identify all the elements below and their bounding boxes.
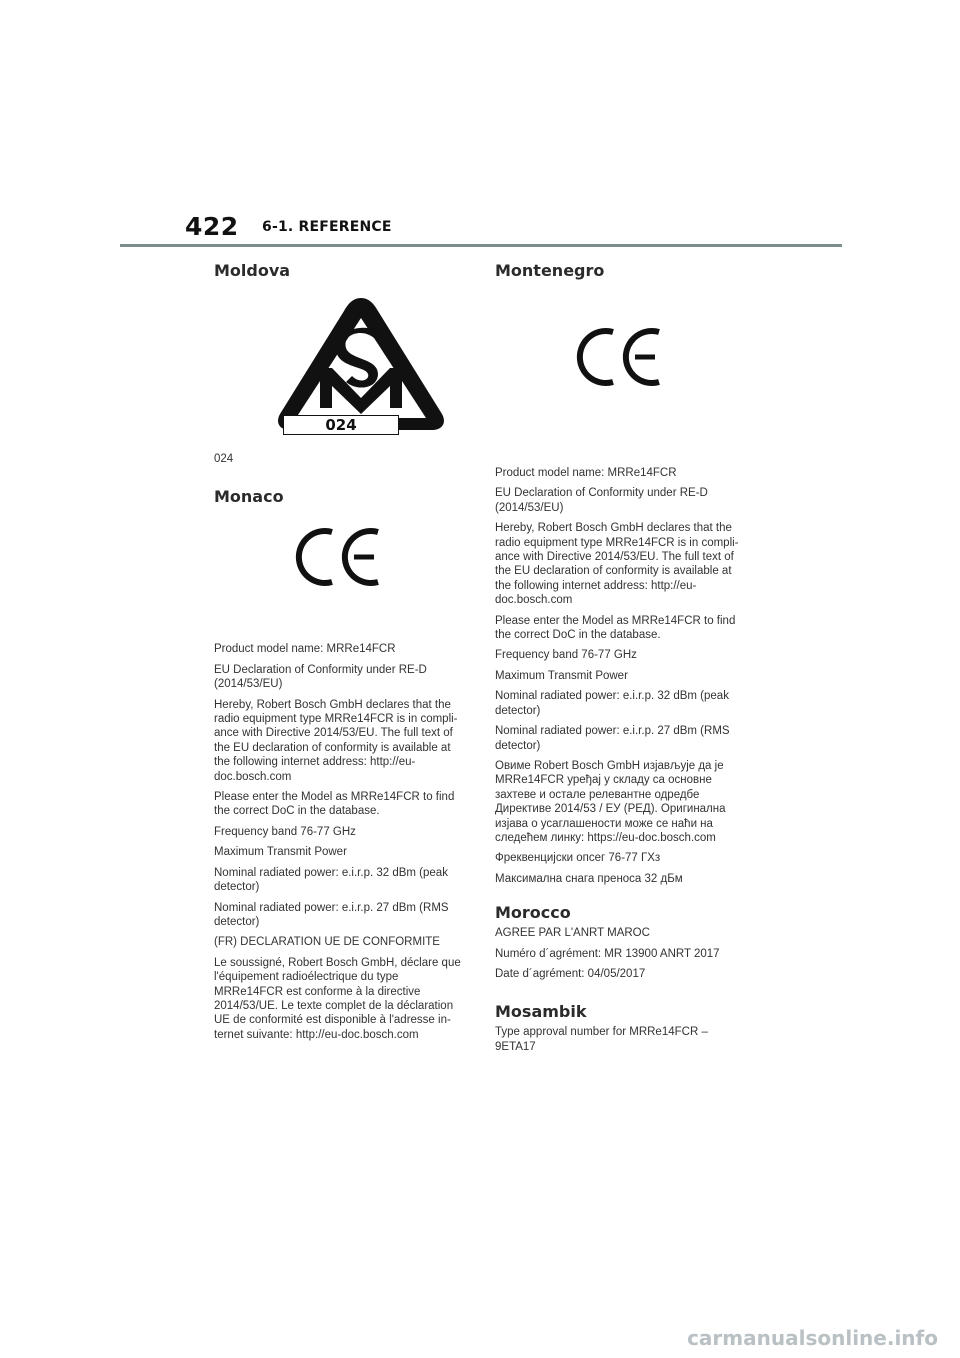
paragraph: EU Declaration of Conformity under RE-D (2014/53/EU) — [495, 487, 708, 514]
header-rule — [120, 244, 842, 247]
ce-mark-icon — [575, 324, 671, 390]
moldova-logo-code: 024 — [283, 415, 399, 435]
page-number: 422 — [185, 212, 239, 241]
paragraph: Nominal radiated power: e.i.r.p. 32 dBm (peak detector) — [214, 866, 448, 894]
paragraph: EU Declaration of Conformity under RE-D (2014/53/EU) — [214, 663, 427, 691]
paragraph: Nominal radiated power: e.i.r.p. 27 dBm (RMS detector) — [495, 725, 730, 752]
paragraph: Максимална снага преноса 32 дБм — [495, 872, 683, 885]
paragraph: Maximum Transmit Power — [214, 846, 347, 859]
country-heading-montenegro: Montenegro — [495, 261, 605, 280]
paragraph: Date d´agrément: 04/05/2017 — [495, 967, 646, 980]
country-heading-moldova: Moldova — [214, 261, 291, 280]
paragraph: (FR) DECLARATION UE DE CONFORMITE — [214, 936, 440, 949]
country-heading-mosambik: Mosambik — [495, 1002, 587, 1022]
paragraph: Nominal radiated power: e.i.r.p. 32 dBm (peak detector) — [495, 690, 729, 717]
montenegro-paragraphs — [495, 466, 747, 886]
paragraph: Frequency band 76-77 GHz — [495, 649, 637, 662]
paragraph: Please enter the Model as MRRe14FCR to find the correct DoC in the database. — [495, 614, 736, 642]
paragraph: Овиме Robert Bosch GmbH изјављује да је MRRe14FCR уређај у складу са основне захтеве и остале релевантне одредбе Директиве 2014/53 / ЕУ (РЕД). Оригинална изјава о усаглашености може се наћи на следећем линку: https://eu-doc.bosch.com — [495, 759, 726, 844]
paragraph: Please enter the Model as MRRe14FCR to find the correct DoC in the database. — [214, 791, 455, 818]
paragraph: Le soussigné, Robert Bosch GmbH, déclare que l'équipement radioélectrique du type MRRe14FCR est conforme à la directive 2014/53/UE. Le texte complet de la déclaration UE de conformité est disponible à l'adresse in-ternet suivante: http://eu-doc.bosch.com — [214, 956, 461, 1041]
paragraph: Maximum Transmit Power — [495, 669, 628, 682]
section-title: 6-1. REFERENCE — [262, 219, 392, 235]
paragraph: AGREE PAR L'ANRT MAROC — [495, 927, 650, 940]
paragraph: Hereby, Robert Bosch GmbH declares that the radio equipment type MRRe14FCR is in compli-ance with Directive 2014/53/EU. The full text of the EU declaration of conformity is available at the following internet address: http://eu-doc.bosch.com — [214, 698, 458, 783]
moldova-text: 024 — [214, 453, 234, 465]
country-heading-monaco: Monaco — [214, 487, 284, 507]
paragraph: Hereby, Robert Bosch GmbH declares that the radio equipment type MRRe14FCR is in compli-ance with Directive 2014/53/EU. The full text of the EU declaration of conformity is available at the following internet address: http://eu-doc.bosch.com — [495, 522, 739, 607]
paragraph: Frequency band 76-77 GHz — [214, 825, 356, 838]
paragraph: Nominal radiated power: e.i.r.p. 27 dBm (RMS detector) — [214, 901, 449, 928]
morocco-paragraphs — [495, 926, 747, 981]
left-column — [214, 258, 466, 1048]
paragraph: Product model name: MRRe14FCR — [214, 643, 396, 656]
montenegro-ce-mark-icon — [575, 324, 747, 466]
moldova-sm-logo-icon — [266, 292, 466, 452]
ce-mark-icon — [294, 524, 390, 590]
paragraph: Product model name: MRRe14FCR — [495, 467, 677, 479]
monaco-paragraphs — [214, 642, 466, 1042]
mosambik-paragraphs — [495, 1025, 747, 1054]
paragraph: Фреквенцијски опсег 76-77 ГХз — [495, 852, 661, 865]
right-column — [495, 258, 747, 1060]
footer-watermark: carmanualsonline.info — [687, 1326, 938, 1350]
paragraph: Numéro d´agrément: MR 13900 ANRT 2017 — [495, 947, 720, 960]
country-heading-morocco: Morocco — [495, 903, 571, 923]
paragraph: Type approval number for MRRe14FCR – 9ETA17 — [495, 1026, 708, 1053]
monaco-ce-mark-icon — [294, 524, 466, 642]
